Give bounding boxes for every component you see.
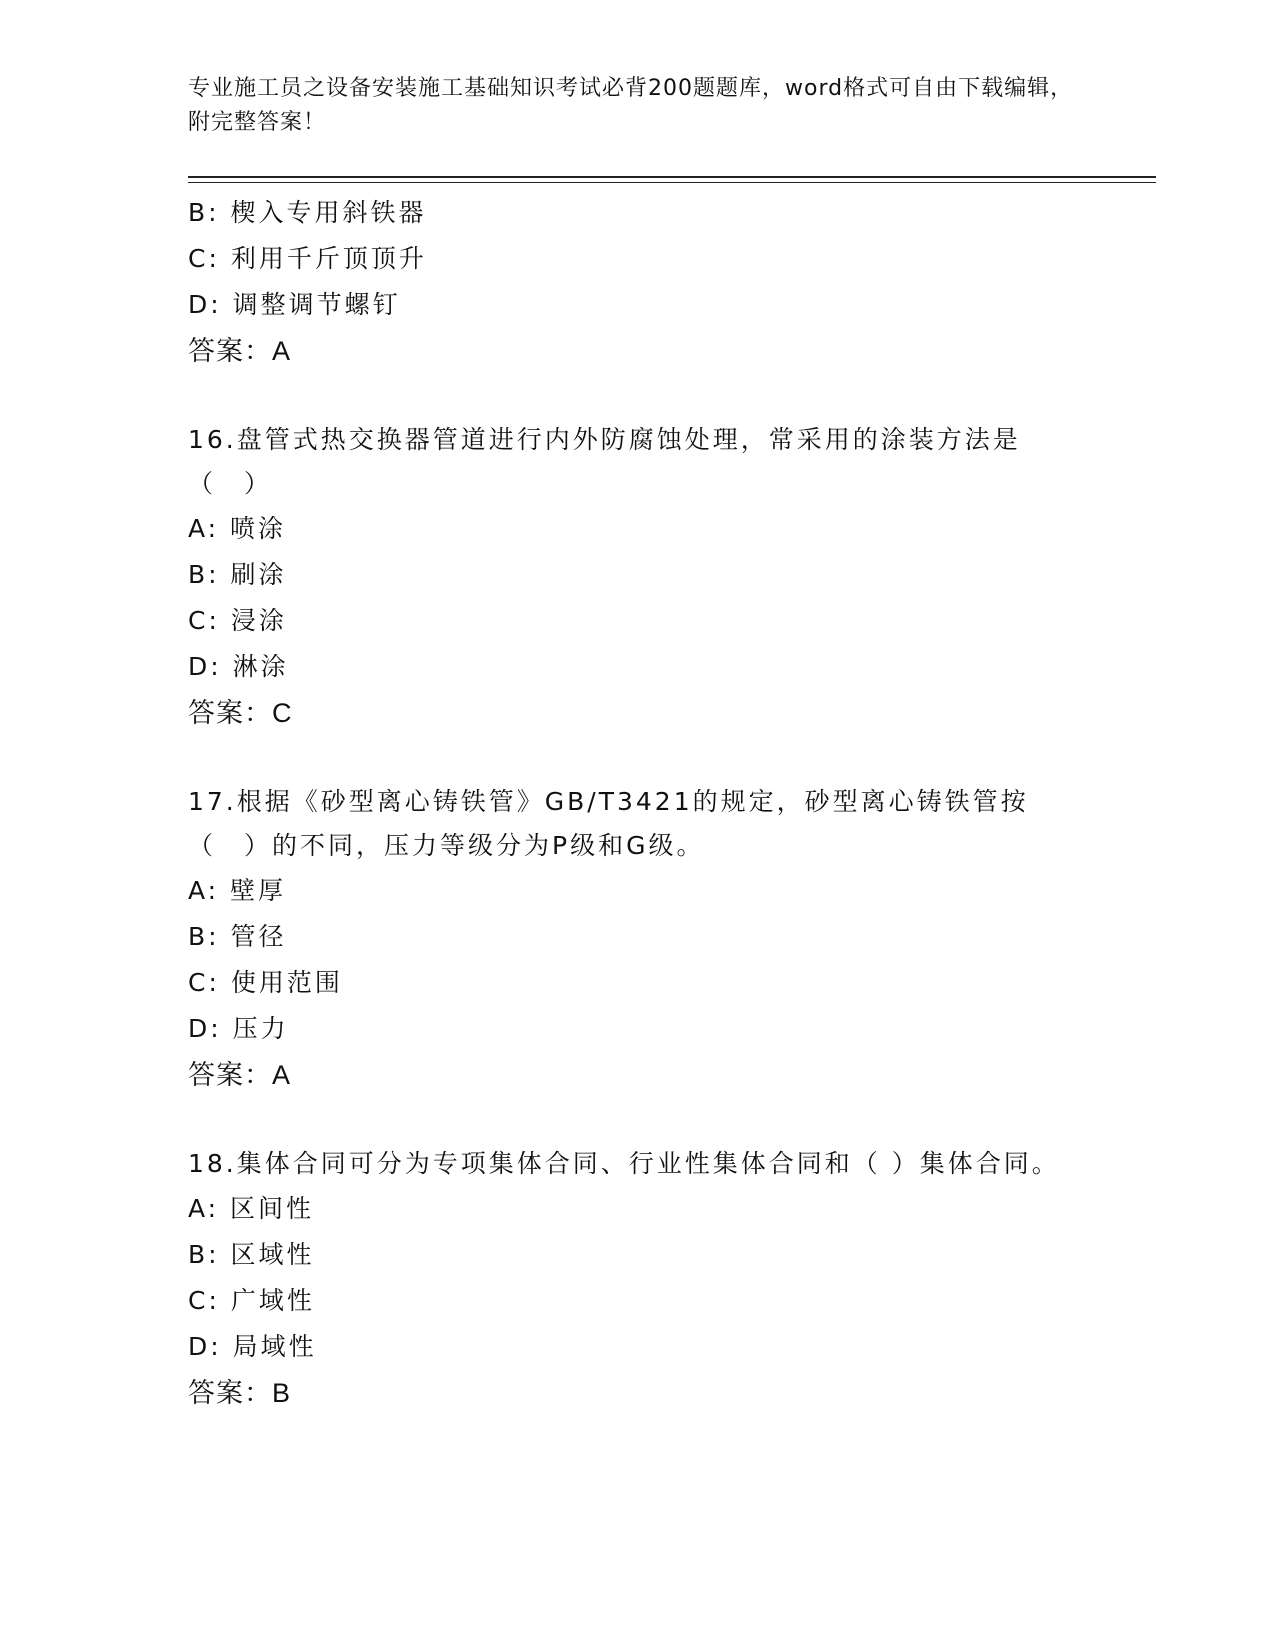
question-stem: 17.根据《砂型离心铸铁管》GB/T3421的规定，砂型离心铸铁管按（ ）的不同，压力等级分为P级和G级。 bbox=[188, 787, 1029, 860]
partial-question bbox=[188, 190, 1088, 374]
option-c: C: 浸涂 bbox=[188, 606, 287, 635]
spacer bbox=[188, 1098, 1088, 1142]
option-d: D: 局域性 bbox=[188, 1332, 317, 1361]
option-b: B: 管径 bbox=[188, 922, 287, 951]
document-header: 专业施工员之设备安装施工基础知识考试必背200题题库，word格式可自由下载编辑，附完整答案！ bbox=[188, 76, 1074, 135]
question-16 bbox=[188, 418, 1088, 736]
option-d: D: 调整调节螺钉 bbox=[188, 290, 401, 319]
option-a: A: 喷涂 bbox=[188, 514, 287, 543]
question-stem: 18.集体合同可分为专项集体合同、行业性集体合同和（ ）集体合同。 bbox=[188, 1149, 1060, 1178]
answer: 答案：B bbox=[188, 1378, 292, 1408]
header-rule-thick bbox=[188, 176, 1156, 178]
question-17 bbox=[188, 780, 1088, 1098]
document-body bbox=[188, 190, 1088, 1416]
option-b: B: 区域性 bbox=[188, 1240, 315, 1269]
option-c: C: 利用千斤顶顶升 bbox=[188, 244, 427, 273]
header-rule-thin bbox=[188, 182, 1156, 183]
answer: 答案：A bbox=[188, 336, 292, 366]
option-b: B: 楔入专用斜铁器 bbox=[188, 198, 427, 227]
option-d: D: 淋涂 bbox=[188, 652, 289, 681]
answer: 答案：C bbox=[188, 698, 293, 728]
option-c: C: 使用范围 bbox=[188, 968, 343, 997]
option-a: A: 壁厚 bbox=[188, 876, 287, 905]
answer: 答案：A bbox=[188, 1060, 292, 1090]
option-c: C: 广域性 bbox=[188, 1286, 315, 1315]
option-b: B: 刷涂 bbox=[188, 560, 287, 589]
spacer bbox=[188, 374, 1088, 418]
question-stem: 16.盘管式热交换器管道进行内外防腐蚀处理，常采用的涂装方法是（ ） bbox=[188, 425, 1021, 498]
option-d: D: 压力 bbox=[188, 1014, 289, 1043]
question-18 bbox=[188, 1142, 1088, 1416]
spacer bbox=[188, 736, 1088, 780]
option-a: A: 区间性 bbox=[188, 1194, 315, 1223]
